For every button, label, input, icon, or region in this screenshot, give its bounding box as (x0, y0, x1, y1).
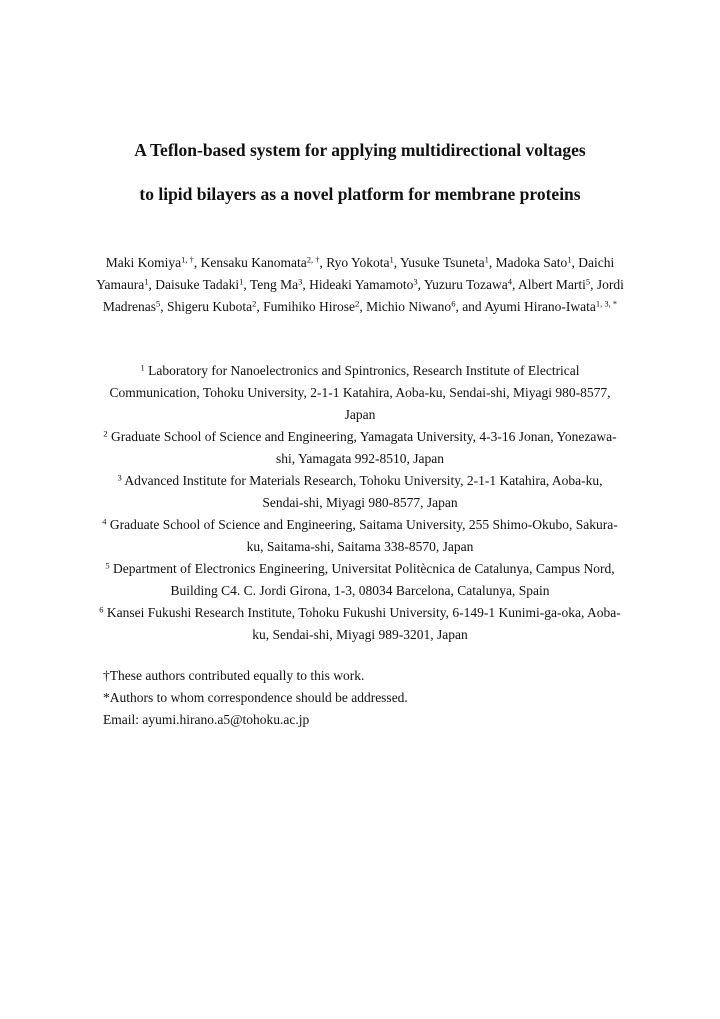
author-affiliation-marker: 1 (389, 254, 394, 265)
paper-title (60, 128, 660, 216)
author-separator: , (193, 255, 201, 270)
author-name: Fumihiko Hirose (263, 299, 356, 314)
author-name: Jordi Madrenas (102, 277, 624, 314)
affiliation-text: Advanced Institute for Materials Research, Tohoku University, 2-1-1 Katahira, Aoba-ku, Sendai-shi, Miyagi 980-8577, Japan (124, 473, 603, 510)
author-name: Shigeru Kubota (167, 299, 253, 314)
author-separator: , (455, 299, 463, 314)
author (424, 277, 518, 292)
author-affiliation-marker: 1 (484, 254, 489, 265)
author-name: Maki Komiya (105, 255, 182, 270)
author (400, 255, 496, 270)
affiliation-text: Graduate School of Science and Engineering, Saitama University, 255 Shimo-Okubo, Sakura-ku, Saitama-shi, Saitama 338-8570, Japan (109, 517, 618, 554)
author-separator: , (571, 255, 579, 270)
author-name: Teng Ma (249, 277, 299, 292)
contact-email: Email: ayumi.hirano.a5@tohoku.ac.jp (103, 712, 310, 727)
author-separator: , (243, 277, 250, 292)
author (250, 277, 309, 292)
author-affiliation-marker: 2 (252, 298, 257, 309)
author (167, 299, 263, 314)
footnotes (103, 665, 623, 731)
affiliation-text: Laboratory for Nanoelectronics and Spintronics, Research Institute of Electrical Communication, Tohoku University, 2-1-1 Katahira, Aoba-ku, Sendai-shi, Miyagi 980-8577, Japan (109, 363, 611, 422)
author-separator: , (319, 255, 327, 270)
author (496, 255, 579, 270)
affiliation-list (96, 360, 624, 646)
author-name: Yuzuru Tozawa (423, 277, 508, 292)
author (366, 299, 462, 314)
author-separator: , (512, 277, 519, 292)
correspondence-note: *Authors to whom correspondence should be addressed. (103, 690, 408, 705)
author-affiliation-marker: 4 (507, 276, 512, 287)
affiliation-number: 5 (105, 560, 110, 571)
author-name: and Ayumi Hirano-Iwata (462, 299, 596, 314)
author-list (96, 252, 624, 318)
author-affiliation-marker: 2, † (306, 254, 320, 265)
author (309, 277, 424, 292)
affiliation (96, 602, 624, 646)
author-affiliation-marker: 6 (451, 298, 456, 309)
author-name: Daichi Yamaura (96, 255, 615, 292)
author-affiliation-marker: 5 (156, 298, 161, 309)
author-separator: , (590, 277, 597, 292)
author-affiliation-marker: 1, † (181, 254, 194, 265)
title-line-1: A Teflon-based system for applying multidirectional voltages (134, 140, 586, 160)
author-separator: , (256, 299, 264, 314)
affiliation-text: Kansei Fukushi Research Institute, Tohoku Fukushi University, 6-149-1 Kunimi-ga-oka, Aoba-ku, Sendai-shi, Miyagi 989-3201, Japan (106, 605, 621, 642)
author-name: Michio Niwano (366, 299, 452, 314)
author-affiliation-marker: 1 (239, 276, 244, 287)
author (326, 255, 400, 270)
affiliation-number: 4 (102, 516, 107, 527)
author-affiliation-marker: 1, 3, * (595, 298, 618, 309)
author (263, 299, 366, 314)
author-name: Hideaki Yamamoto (309, 277, 414, 292)
affiliation-number: 6 (99, 604, 104, 615)
equal-contribution-note: †These authors contributed equally to this work. (103, 668, 365, 683)
author-separator: , (488, 255, 496, 270)
author-name: Ryo Yokota (326, 255, 390, 270)
affiliation-number: 2 (103, 428, 108, 439)
author-affiliation-marker: 3 (298, 276, 303, 287)
author (106, 255, 201, 270)
affiliation (96, 470, 624, 514)
author-affiliation-marker: 2 (355, 298, 360, 309)
author-separator: , (359, 299, 367, 314)
author-affiliation-marker: 5 (585, 276, 591, 287)
author-name: Yusuke Tsuneta (399, 255, 485, 270)
affiliation-text: Department of Electronics Engineering, Universitat Politècnica de Catalunya, Campus Nord, Building C4. C. Jordi Girona, 1-3, 08034 Barcelona, Catalunya, Spain (113, 561, 615, 598)
affiliation (96, 514, 624, 558)
affiliation-number: 1 (140, 362, 145, 373)
author (462, 299, 617, 314)
author-separator: , (393, 255, 400, 270)
affiliation (96, 360, 624, 426)
author-affiliation-marker: 1 (144, 276, 149, 287)
author-separator: , (160, 299, 168, 314)
title-line-2: to lipid bilayers as a novel platform for membrane proteins (139, 184, 581, 204)
author-name: Kensaku Kanomata (200, 255, 307, 270)
author-separator: , (148, 277, 156, 292)
author-name: Madoka Sato (495, 255, 568, 270)
author (155, 277, 250, 292)
author-affiliation-marker: 3 (413, 276, 418, 287)
affiliation (96, 558, 624, 602)
author-name: Daisuke Tadaki (155, 277, 240, 292)
author-affiliation-marker: 1 (567, 254, 572, 265)
affiliation-number: 3 (117, 472, 122, 483)
affiliation (96, 426, 624, 470)
author-name: Albert Marti (518, 277, 586, 292)
author-separator: , (302, 277, 310, 292)
author-separator: , (417, 277, 424, 292)
affiliation-text: Graduate School of Science and Engineering, Yamagata University, 4-3-16 Jonan, Yonezawa-shi, Yamagata 992-8510, Japan (111, 429, 617, 466)
author (201, 255, 327, 270)
author (518, 277, 597, 292)
